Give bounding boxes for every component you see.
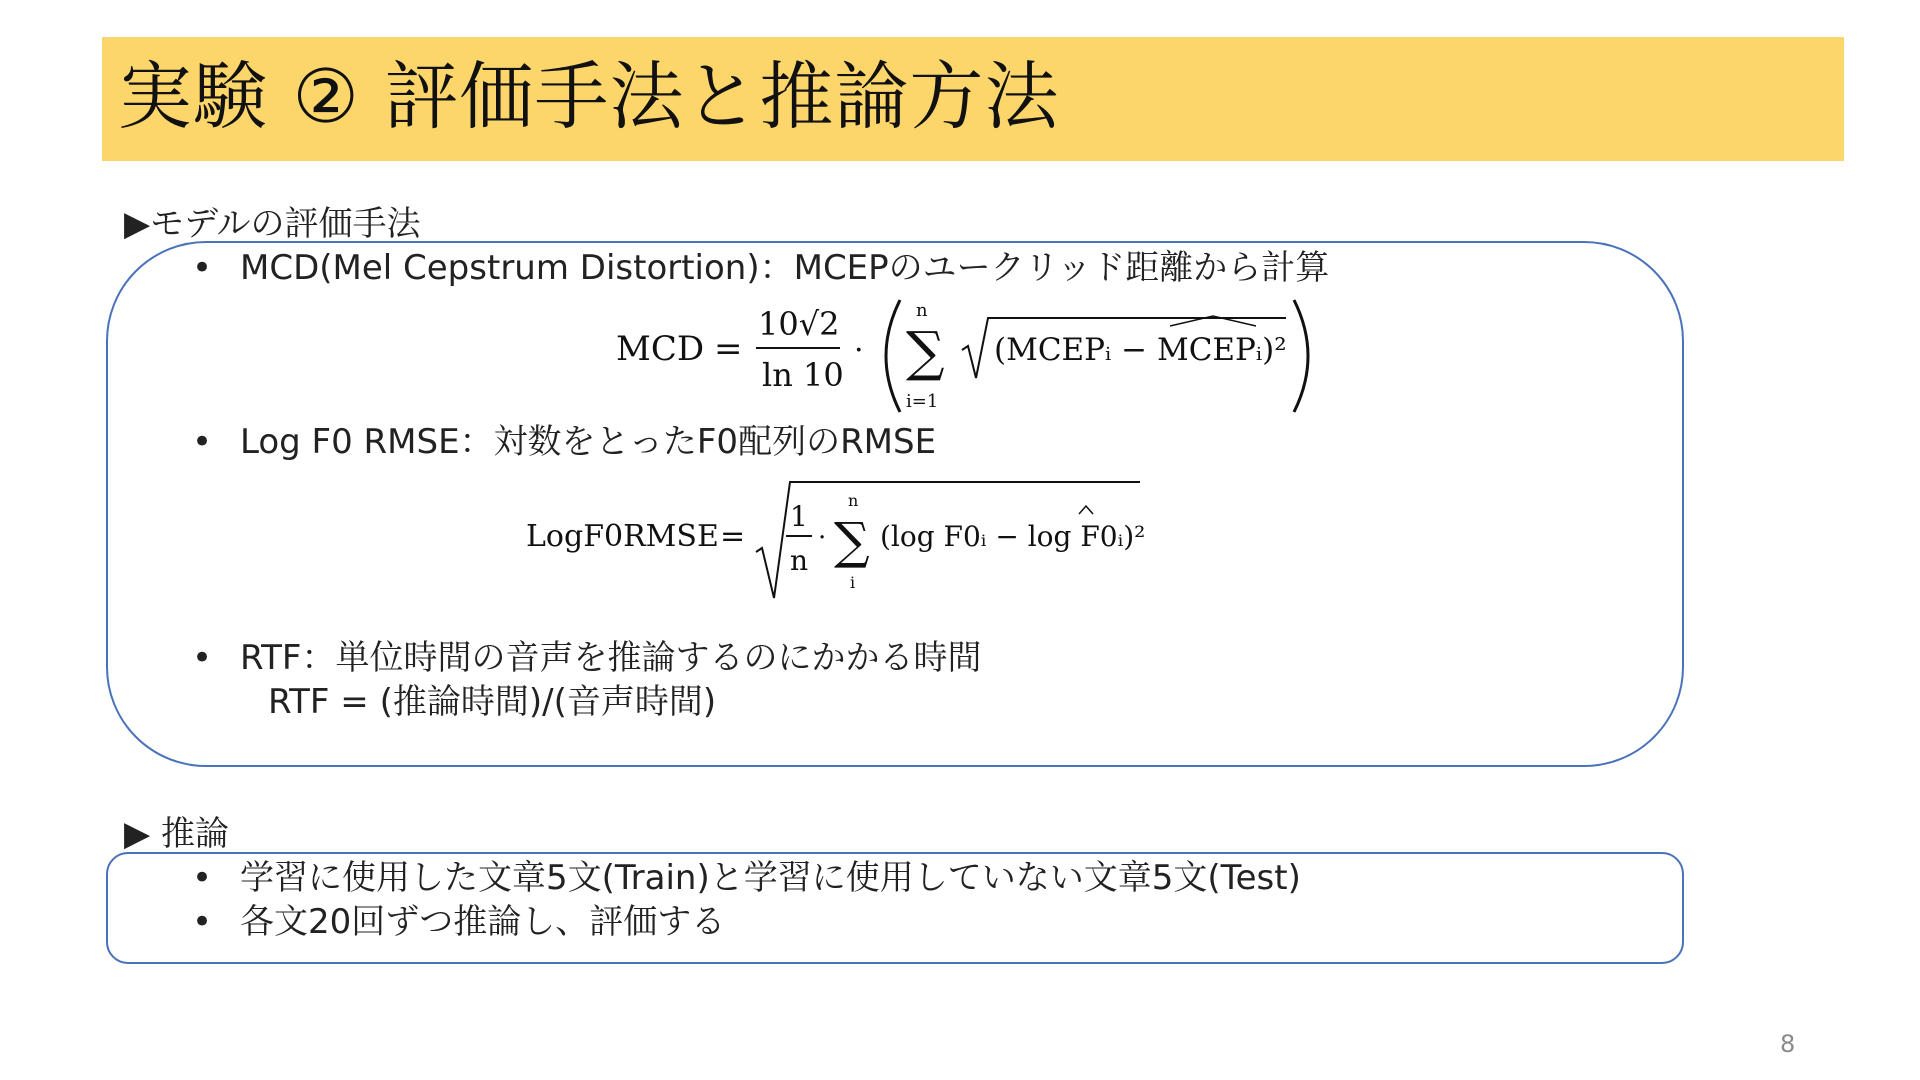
logf0-equals: =: [720, 519, 746, 554]
mcd-equals: =: [714, 329, 743, 369]
logf0-one: 1: [790, 500, 808, 533]
logf0-n: n: [790, 544, 809, 577]
logf0-term: (log F0ᵢ − log F0ᵢ)²: [880, 520, 1146, 553]
page-number: 8: [1780, 1030, 1796, 1058]
bullet-icon: •: [192, 902, 213, 942]
bullet-mcd: MCD(Mel Cepstrum Distortion)：MCEPのユークリッド距離から計算: [240, 248, 1330, 288]
mcd-lhs: MCD: [616, 329, 705, 369]
mcd-paren-left: [886, 300, 900, 412]
bullet-icon: •: [192, 638, 213, 678]
logf0-lhs: LogF0RMSE: [526, 519, 719, 554]
logf0-dot: ·: [818, 523, 827, 553]
bullet-icon: •: [192, 248, 213, 288]
bullet-repeat: 各文20回ずつ推論し、評価する: [240, 902, 726, 942]
mcd-term: (MCEPᵢ − MCEPᵢ)²: [994, 332, 1287, 368]
mcd-dot: ·: [854, 333, 864, 368]
rtf-definition: RTF = (推論時間)/(音声時間): [268, 682, 717, 722]
mcd-paren-right: [1294, 300, 1308, 412]
bullet-icon: •: [192, 858, 213, 898]
evaluation-heading: ▶モデルの評価手法: [124, 204, 421, 244]
slide-title: 実験 ② 評価手法と推論方法: [118, 54, 1060, 140]
mcd-formula: [610, 292, 1350, 420]
logf0-sum-top: n: [848, 491, 859, 510]
mcd-sum-sign: ∑: [906, 320, 945, 383]
mcd-numerator: 10√2: [758, 305, 840, 343]
mcd-sum-bottom: i=1: [906, 391, 939, 412]
inference-heading: ▶ 推論: [124, 814, 229, 854]
bullet-icon: •: [192, 422, 213, 462]
mcd-denominator: ln 10: [762, 356, 844, 394]
bullet-train-test: 学習に使用した文章5文(Train)と学習に使用していない文章5文(Test): [240, 858, 1301, 898]
mcd-sum-top: n: [916, 300, 928, 321]
bullet-rtf: RTF：単位時間の音声を推論するのにかかる時間: [240, 638, 982, 678]
bullet-logf0: Log F0 RMSE：対数をとったF0配列のRMSE: [240, 422, 937, 462]
logf0-sum-bottom: i: [850, 573, 856, 592]
logf0-hat: [1079, 506, 1093, 514]
logf0-formula: [520, 478, 1160, 606]
logf0-sum-sign: ∑: [834, 512, 870, 570]
